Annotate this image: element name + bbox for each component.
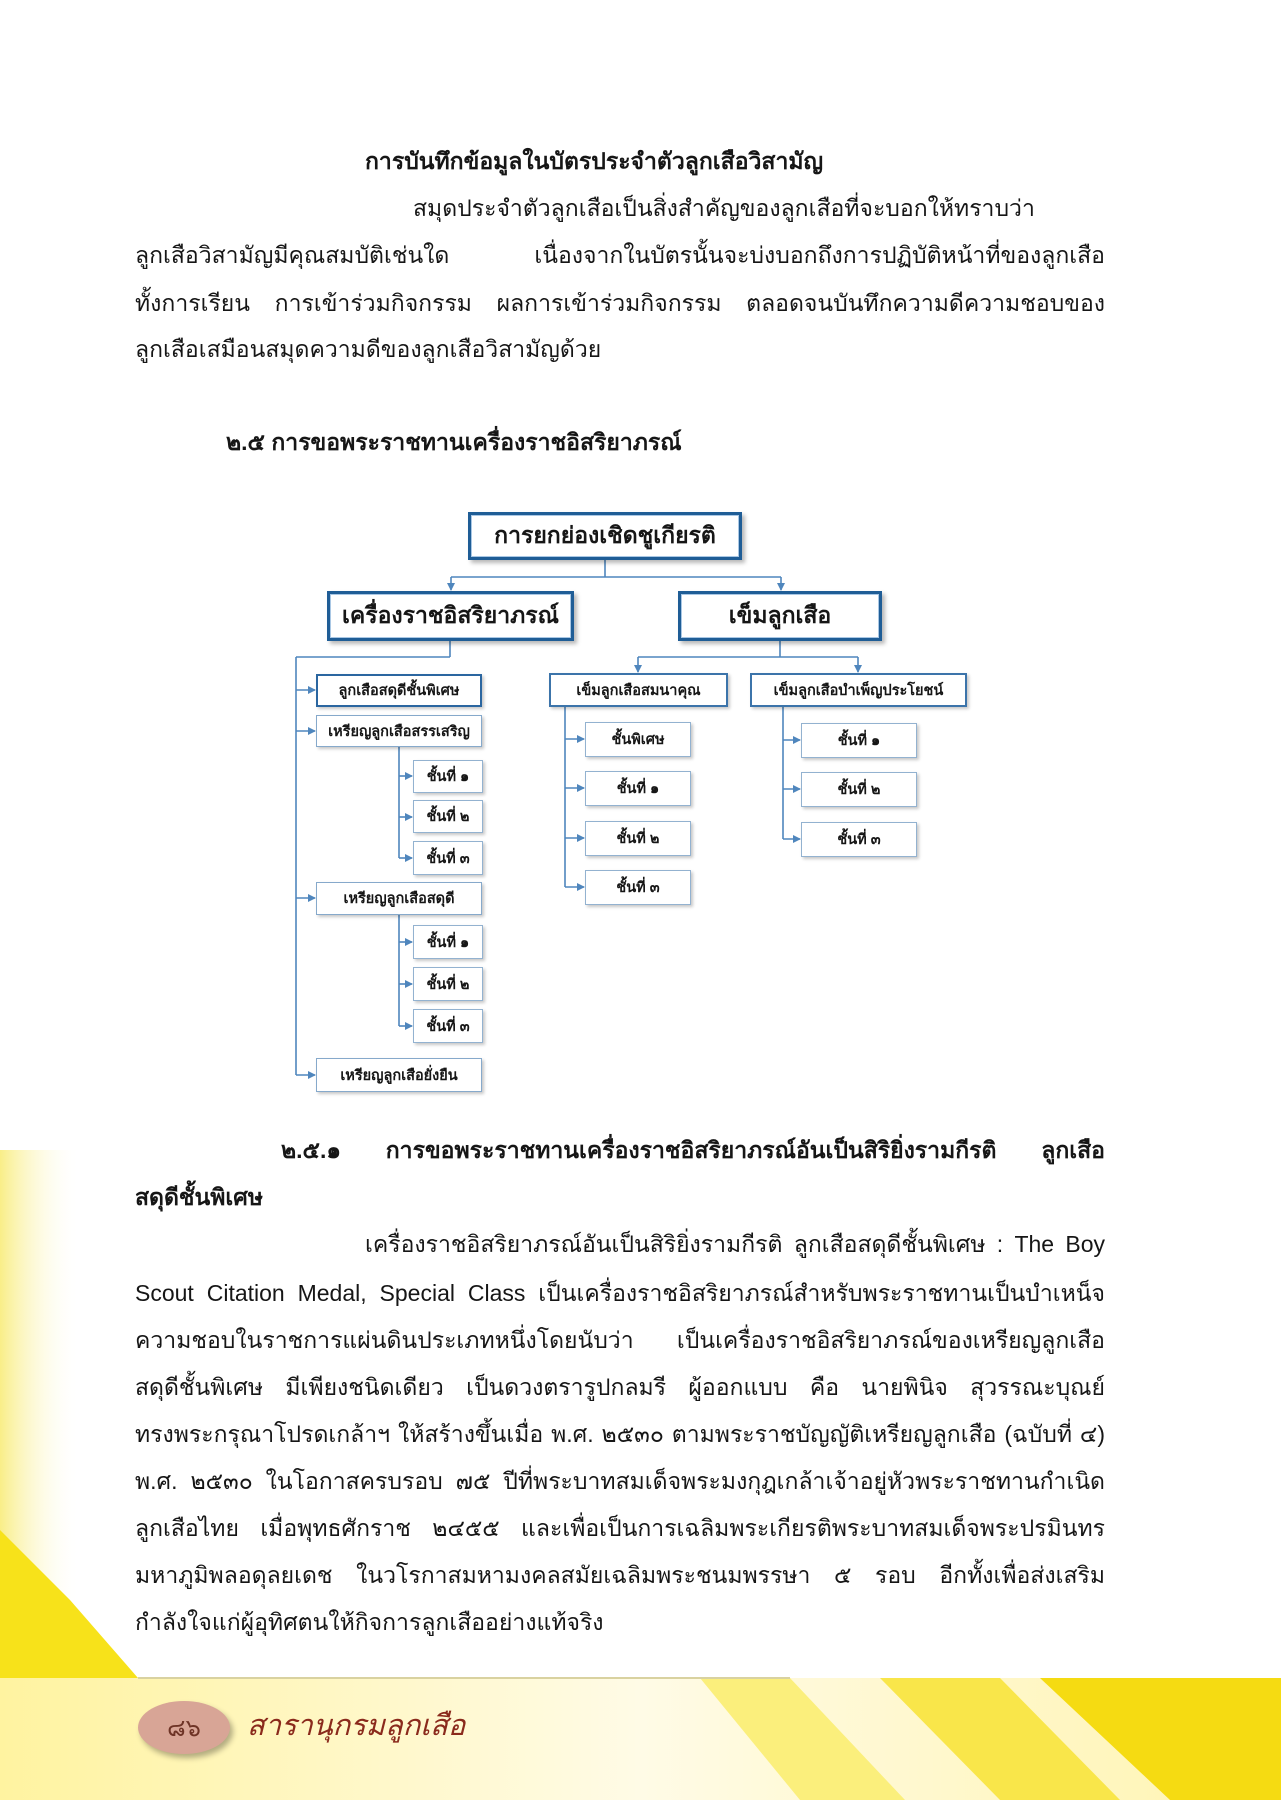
diagram-class-box: ชั้นที่ ๑ [801, 723, 917, 758]
diagram-item-box: เข็มลูกเสือบำเพ็ญประโยชน์ [750, 673, 967, 707]
diagram-item-box: ลูกเสือสดุดีชั้นพิเศษ [316, 674, 482, 707]
paragraph-line: มหาภูมิพลอดุลยเดช ในวโรกาสมหามงคลสมัยเฉลิมพระชนมพรรษา ๕ รอบ อีกทั้งเพื่อส่งเสริม [135, 1562, 1105, 1588]
diagram-root-box: การยกย่องเชิดชูเกียรติ [468, 512, 742, 560]
subsection-heading: ๒.๕.๑ การขอพระราชทานเครื่องราชอิสริยาภรณ์อันเป็นสิริยิ่งรามกีรติ ลูกเสือ [281, 1137, 1105, 1163]
paragraph-line: กำลังใจแก่ผู้อุทิศตนให้กิจการลูกเสืออย่างแท้จริง [135, 1609, 604, 1635]
paragraph-line: ทรงพระกรุณาโปรดเกล้าฯ ให้สร้างขึ้นเมื่อ พ.ศ. ๒๕๓๐ ตามพระราชบัญญัติเหรียญลูกเสือ (ฉบับที่ ๔) [135, 1421, 1105, 1447]
paragraph-line: ลูกเสือไทย เมื่อพุทธศักราช ๒๔๕๕ และเพื่อเป็นการเฉลิมพระเกียรติพระบาทสมเด็จพระปรมินทร [135, 1515, 1105, 1541]
paragraph-line: ลูกเสือเสมือนสมุดความดีของลูกเสือวิสามัญด้วย [135, 336, 602, 362]
subsection-heading-continued: สดุดีชั้นพิเศษ [135, 1184, 264, 1210]
diagram-item-box: เหรียญลูกเสือสดุดี [316, 882, 482, 915]
subsection-heading: ๒.๕ การขอพระราชทานเครื่องราชอิสริยาภรณ์ [226, 429, 682, 455]
diagram-class-box: ชั้นที่ ๑ [585, 771, 691, 806]
diagram-class-box: ชั้นที่ ๒ [413, 800, 483, 833]
diagram-class-box: ชั้นที่ ๒ [413, 967, 483, 1001]
paragraph-line: ความชอบในราชการแผ่นดินประเภทหนึ่งโดยนับว่า เป็นเครื่องราชอิสริยาภรณ์ของเหรียญลูกเสือ [135, 1327, 1105, 1353]
paragraph-line: สมุดประจำตัวลูกเสือเป็นสิ่งสำคัญของลูกเสือที่จะบอกให้ทราบว่า [413, 195, 1035, 221]
paragraph-line: พ.ศ. ๒๕๓๐ ในโอกาสครบรอบ ๗๕ ปีที่พระบาทสมเด็จพระมงกุฎเกล้าเจ้าอยู่หัวพระราชทานกำเนิด [135, 1468, 1105, 1494]
diagram-class-box: ชั้นที่ ๑ [413, 760, 483, 793]
diagram-class-box: ชั้นที่ ๒ [801, 772, 917, 807]
diagram-branch-royal-decorations: เครื่องราชอิสริยาภรณ์ [327, 591, 574, 641]
diagram-class-box: ชั้นที่ ๓ [413, 841, 483, 875]
diagram-class-box: ชั้นที่ ๒ [585, 821, 691, 856]
paragraph-line: ลูกเสือวิสามัญมีคุณสมบัติเช่นใด เนื่องจากในบัตรนั้นจะบ่งบอกถึงการปฏิบัติหน้าที่ของลูกเสือ [135, 242, 1105, 268]
paragraph-line: สดุดีชั้นพิเศษ มีเพียงชนิดเดียว เป็นดวงตรารูปกลมรี ผู้ออกแบบ คือ นายพินิจ สุวรรณะบุณย์ [135, 1374, 1105, 1400]
page-number: ๘๖ [167, 1715, 201, 1742]
diagram-item-box: เข็มลูกเสือสมนาคุณ [549, 673, 728, 707]
paragraph-line: เครื่องราชอิสริยาภรณ์อันเป็นสิริยิ่งรามกีรติ ลูกเสือสดุดีชั้นพิเศษ : The Boy [365, 1231, 1105, 1257]
book-title: สารานุกรมลูกเสือ [247, 1710, 466, 1742]
diagram-item-box: เหรียญลูกเสือสรรเสริญ [316, 715, 482, 747]
diagram-class-box: ชั้นที่ ๓ [413, 1009, 483, 1043]
diagram-branch-scout-pins: เข็มลูกเสือ [678, 591, 882, 641]
paragraph-line: Scout Citation Medal, Special Class เป็นเครื่องราชอิสริยาภรณ์สำหรับพระราชทานเป็นบำเหน็จ [135, 1280, 1105, 1306]
paragraph-line: ทั้งการเรียน การเข้าร่วมกิจกรรม ผลการเข้าร่วมกิจกรรม ตลอดจนบันทึกความดีความชอบของ [135, 290, 1105, 316]
diagram-item-box: เหรียญลูกเสือยั่งยืน [316, 1058, 482, 1092]
diagram-class-box: ชั้นพิเศษ [585, 722, 691, 757]
diagram-class-box: ชั้นที่ ๓ [585, 870, 691, 905]
diagram-class-box: ชั้นที่ ๑ [413, 925, 483, 959]
section-heading: การบันทึกข้อมูลในบัตรประจำตัวลูกเสือวิสามัญ [365, 148, 824, 174]
diagram-class-box: ชั้นที่ ๓ [801, 822, 917, 857]
page-number-badge [138, 1701, 230, 1754]
